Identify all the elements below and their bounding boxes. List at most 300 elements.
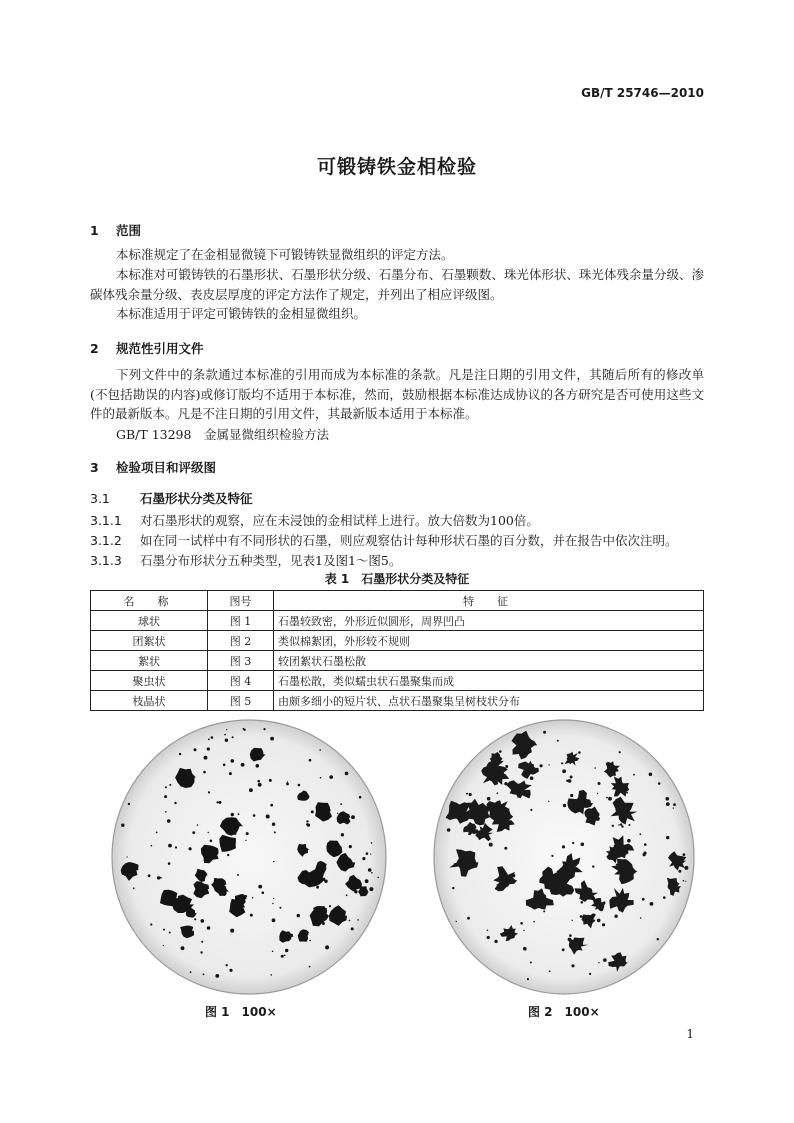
graphite-speck [272, 918, 276, 922]
graphite-speck [171, 899, 173, 901]
graphite-speck [151, 845, 153, 847]
graphite-speck [576, 758, 578, 760]
graphite-speck [238, 813, 240, 815]
graphite-speck [608, 797, 612, 801]
clause-3-1-3-number: 3.1.3 [90, 553, 122, 568]
table-cell-name: 聚虫状 [91, 671, 208, 691]
table-header-figure: 图号 [208, 591, 274, 611]
graphite-speck [469, 793, 472, 796]
graphite-speck [370, 854, 371, 855]
graphite-speck [215, 974, 219, 978]
graphite-speck [685, 881, 686, 882]
graphite-speck [467, 917, 470, 920]
graphite-speck [678, 870, 681, 873]
graphite-speck [229, 772, 232, 775]
graphite-speck [127, 856, 128, 857]
graphite-speck [168, 844, 172, 848]
table-row [91, 631, 704, 651]
graphite-speck [165, 811, 167, 813]
table-row [91, 651, 704, 671]
graphite-speck [612, 825, 614, 827]
graphite-speck [199, 884, 202, 887]
graphite-speck [644, 843, 647, 846]
graphite-speck [322, 922, 325, 925]
micrograph-figure-2 [433, 718, 695, 996]
graphite-speck [369, 887, 373, 891]
graphite-speck [189, 847, 192, 850]
graphite-speck [649, 773, 653, 777]
graphite-speck [540, 764, 543, 767]
graphite-speck [208, 791, 210, 793]
table-cell-feature: 石墨较致密，外形近似圆形，周界凹凸 [274, 611, 704, 631]
graphite-speck [253, 814, 256, 817]
graphite-speck [530, 776, 534, 780]
graphite-speck [614, 915, 617, 918]
graphite-speck [633, 774, 635, 776]
table-header-row [91, 591, 704, 611]
graphite-speck [487, 930, 489, 932]
graphite-speck [551, 855, 553, 857]
graphite-speck [666, 802, 670, 806]
graphite-speck [657, 938, 659, 940]
table-cell-feature: 类似棉絮团，外形较不规则 [274, 631, 704, 651]
graphite-speck [254, 750, 256, 752]
graphite-speck [297, 914, 300, 917]
graphite-speck [504, 782, 507, 785]
graphite-speck [181, 946, 185, 950]
section-1-title: 范围 [116, 223, 142, 238]
section-1-number: 1 [90, 223, 99, 238]
graphite-speck [217, 884, 219, 886]
graphite-speck [557, 740, 559, 742]
graphite-speck [314, 917, 315, 918]
graphite-speck [287, 781, 288, 782]
graphite-speck [581, 901, 584, 904]
table-cell-figure: 图 5 [208, 691, 274, 711]
graphite-speck [163, 929, 165, 931]
graphite-speck [286, 783, 289, 786]
graphite-speck [208, 739, 210, 741]
table-cell-name: 球状 [91, 611, 208, 631]
graphite-speck [511, 874, 515, 878]
section-3-title: 检验项目和评级图 [116, 460, 217, 475]
graphite-speck [309, 759, 312, 762]
graphite-speck [683, 880, 685, 882]
graphite-speck [614, 845, 616, 847]
graphite-speck [589, 973, 591, 975]
section-1-para-1: 本标准规定了在金相显微镜下可锻铸铁显微组织的评定方法。 [116, 247, 454, 262]
graphite-speck [194, 748, 197, 751]
graphite-speck [626, 792, 628, 794]
graphite-speck [497, 884, 498, 885]
graphite-speck [603, 958, 607, 962]
graphite-speck [234, 833, 236, 835]
graphite-speck [592, 822, 594, 824]
graphite-speck [625, 903, 627, 905]
graphite-speck [249, 788, 253, 792]
graphite-speck [570, 776, 573, 779]
graphite-speck [179, 753, 181, 755]
graphite-speck [362, 857, 365, 860]
graphite-speck [237, 874, 239, 876]
graphite-speck [200, 951, 202, 953]
graphite-speck [224, 734, 226, 736]
graphite-speck [536, 900, 538, 902]
graphite-speck [499, 750, 502, 753]
graphite-speck [258, 783, 262, 787]
graphite-speck [497, 811, 499, 813]
graphite-speck [207, 860, 209, 862]
graphite-speck [639, 833, 641, 835]
graphite-speck [673, 803, 676, 806]
graphite-speck [272, 903, 273, 904]
graphite-speck [371, 872, 373, 874]
graphite-speck [165, 786, 167, 788]
table-row [91, 671, 704, 691]
graphite-speck [282, 937, 286, 941]
graphite-speck [309, 940, 311, 942]
graphite-speck [337, 813, 338, 814]
graphite-speck [572, 920, 573, 921]
graphite-speck [230, 929, 234, 933]
graphite-speck [231, 759, 235, 763]
section-1-heading [90, 221, 141, 239]
graphite-speck [619, 751, 621, 753]
section-2-number: 2 [90, 341, 99, 356]
graphite-speck [606, 797, 608, 799]
graphite-speck [210, 840, 213, 843]
graphite-speck [245, 895, 247, 897]
section-2-reference: GB/T 13298 金属显微组织检验方法 [116, 427, 329, 442]
graphite-speck [569, 934, 572, 937]
section-3-heading [90, 458, 216, 476]
graphite-speck [616, 864, 618, 866]
graphite-speck [598, 962, 599, 963]
table-cell-figure: 图 3 [208, 651, 274, 671]
section-2-heading [90, 339, 204, 357]
graphite-speck [581, 843, 585, 847]
graphite-speck [176, 909, 178, 911]
table-cell-name: 团絮状 [91, 631, 208, 651]
graphite-speck [319, 749, 321, 751]
page-title: 可锻铸铁金相检验 [316, 156, 477, 178]
graphite-speck [351, 815, 355, 819]
graphite-speck [593, 893, 595, 895]
graphite-speck [562, 845, 565, 848]
graphite-speck [666, 797, 670, 801]
table-1-caption: 表 1 石墨形状分类及特征 [324, 572, 470, 586]
section-1-para-2: 本标准对可锻铸铁的石墨形状、石墨形状分级、石墨分布、石墨颗数、珠光体形状、珠光体残余量分级、渗碳体残余量分级、表皮层厚度的评定方法作了规定，并列出了相应评级图。 [90, 267, 704, 302]
graphite-speck [341, 833, 344, 836]
graphite-speck [351, 927, 354, 930]
graphite-speck [201, 941, 203, 943]
clause-3-1-1-text: 对石墨形状的观察，应在未浸蚀的金相试样上进行。放大倍数为100倍。 [140, 513, 539, 528]
graphite-speck [225, 739, 228, 742]
graphite-speck [562, 769, 566, 773]
graphite-speck [530, 962, 532, 964]
graphite-speck [571, 964, 574, 967]
graphite-speck [566, 780, 568, 782]
graphite-speck [245, 840, 246, 841]
graphite-speck [156, 832, 158, 834]
graphite-speck [487, 936, 490, 939]
graphite-speck [533, 905, 536, 908]
graphite-speck [285, 949, 288, 952]
table-row [91, 611, 704, 631]
graphite-speck [487, 797, 491, 801]
graphite-speck [371, 842, 373, 844]
graphite-speck [354, 890, 357, 893]
table-row [91, 691, 704, 711]
graphite-speck [548, 801, 549, 802]
table-1 [90, 590, 704, 711]
graphite-speck [190, 971, 192, 973]
graphite-speck [266, 815, 270, 819]
graphite-speck [349, 920, 351, 922]
graphite-speck [121, 824, 124, 827]
table-cell-feature: 由颇多细小的短片状、点状石墨聚集呈树枝状分布 [274, 691, 704, 711]
graphite-speck [169, 784, 171, 786]
graphite-speck [324, 880, 327, 883]
graphite-speck [561, 762, 563, 764]
graphite-speck [554, 887, 556, 889]
graphite-speck [543, 731, 546, 734]
clause-3-1-3-text: 石墨分布形状分五种类型，见表1及图1～图5。 [140, 553, 402, 568]
graphite-speck [684, 866, 688, 870]
graphite-speck [167, 819, 171, 823]
graphite-speck [232, 736, 234, 738]
micrograph-figure-1 [110, 718, 388, 996]
graphite-speck [563, 804, 566, 807]
graphite-speck [273, 898, 274, 899]
graphite-speck [620, 823, 622, 825]
clause-3-1-3 [90, 551, 710, 569]
graphite-speck [274, 831, 276, 833]
graphite-speck [250, 914, 253, 917]
graphite-speck [597, 793, 598, 794]
graphite-speck [164, 795, 167, 798]
graphite-speck [643, 853, 646, 856]
graphite-speck [226, 729, 227, 730]
graphite-speck [208, 832, 209, 833]
table-cell-feature: 石墨松散，类似蠕虫状石墨聚集而成 [274, 671, 704, 691]
table-header-feature: 特 征 [274, 591, 704, 611]
graphite-speck [211, 736, 214, 739]
graphite-speck [523, 947, 527, 951]
graphite-speck [128, 803, 130, 805]
graphite-speck [246, 832, 249, 835]
graphite-speck [290, 934, 293, 937]
section-3-number: 3 [90, 460, 99, 475]
graphite-speck [618, 824, 620, 826]
graphite-speck [673, 807, 674, 808]
table-cell-figure: 图 1 [208, 611, 274, 631]
graphite-speck [216, 801, 218, 803]
clause-3-1-1 [90, 511, 710, 529]
graphite-speck [279, 907, 281, 909]
graphite-speck [578, 751, 581, 754]
graphite-speck [570, 794, 573, 797]
graphite-speck [184, 901, 188, 905]
graphite-speck [640, 917, 642, 919]
graphite-speck [192, 831, 195, 834]
graphite-speck [270, 737, 274, 741]
graphite-speck [597, 919, 601, 923]
graphite-speck [562, 948, 565, 951]
graphite-speck [580, 915, 583, 918]
graphite-speck [504, 847, 507, 850]
graphite-speck [615, 799, 619, 803]
graphite-speck [568, 938, 572, 942]
section-1-para-3: 本标准适用于评定可锻铸铁的金相显微组织。 [116, 306, 367, 321]
graphite-speck [627, 839, 631, 843]
graphite-speck [357, 919, 359, 921]
graphite-speck [523, 930, 524, 931]
graphite-speck [231, 813, 234, 816]
graphite-speck [309, 966, 311, 968]
subsection-3-1-number: 3.1 [90, 491, 110, 506]
graphite-speck [456, 921, 457, 922]
graphite-speck [134, 872, 136, 874]
graphite-speck [273, 861, 275, 863]
graphite-speck [650, 902, 654, 906]
graphite-speck [345, 772, 349, 776]
table-cell-feature: 较团絮状石墨松散 [274, 651, 704, 671]
graphite-speck [320, 777, 322, 779]
graphite-speck [683, 853, 686, 856]
graphite-speck [621, 825, 623, 827]
graphite-speck [150, 923, 152, 925]
graphite-speck [226, 964, 228, 966]
table-header-name: 名 称 [91, 591, 208, 611]
document-code: GB/T 25746—2010 [581, 86, 704, 100]
graphite-speck [454, 863, 457, 866]
subsection-3-1 [90, 489, 710, 507]
graphite-speck [157, 876, 160, 879]
graphite-speck [298, 784, 301, 787]
graphite-speck [168, 862, 171, 865]
graphite-speck [359, 796, 362, 799]
graphite-speck [281, 955, 284, 958]
graphite-speck [520, 922, 523, 925]
graphite-speck [642, 898, 645, 901]
graphite-speck [663, 896, 666, 899]
graphite-speck [466, 793, 468, 795]
graphite-speck [602, 923, 605, 926]
graphite-speck [548, 764, 549, 765]
graphite-speck [311, 810, 314, 813]
graphite-speck [262, 891, 265, 894]
graphite-speck [658, 782, 661, 785]
graphite-speck [349, 845, 352, 848]
graphite-speck [594, 767, 596, 769]
graphite-speck [203, 974, 205, 976]
graphite-speck [258, 885, 262, 889]
graphite-speck [201, 919, 205, 923]
graphite-speck [174, 802, 176, 804]
figure-1-caption: 图 1 100× [205, 1005, 277, 1019]
clause-3-1-1-number: 3.1.1 [90, 513, 122, 528]
graphite-speck [366, 852, 369, 855]
graphite-speck [251, 751, 254, 754]
graphite-speck [284, 955, 286, 957]
graphite-speck [628, 824, 630, 826]
page-number: 1 [686, 1027, 694, 1041]
graphite-speck [530, 809, 532, 811]
section-2-para: 下列文件中的条款通过本标准的引用而成为本标准的条款。凡是注日期的引用文件，其随后所有的修改单(不包括勘误的内容)或修订版均不适用于本标准，然而，鼓励根据本标准达成协议的各方研究是否可使用这些文件的最新版本。凡是不注日期的引用文件，其最新版本适用于本标准。 [90, 367, 704, 421]
graphite-speck [256, 764, 260, 768]
graphite-speck [329, 905, 331, 907]
graphite-speck [306, 820, 308, 822]
graphite-speck [207, 747, 210, 750]
graphite-speck [572, 842, 574, 844]
graphite-speck [377, 877, 379, 879]
graphite-speck [229, 969, 232, 972]
graphite-speck [270, 974, 272, 976]
graphite-speck [175, 846, 177, 848]
table-cell-name: 絮状 [91, 651, 208, 671]
graphite-speck [346, 894, 348, 896]
graphite-speck [471, 854, 472, 855]
graphite-speck [241, 763, 245, 767]
graphite-speck [671, 858, 673, 860]
graphite-speck [272, 823, 275, 826]
graphite-speck [215, 852, 218, 855]
table-cell-figure: 图 2 [208, 631, 274, 651]
graphite-speck [340, 803, 342, 805]
graphite-speck [263, 728, 265, 730]
graphite-speck [368, 868, 372, 872]
graphite-speck [666, 836, 669, 839]
graphite-speck [592, 865, 594, 867]
graphite-speck [571, 864, 574, 867]
graphite-speck [163, 945, 164, 946]
graphite-speck [203, 771, 206, 774]
graphite-speck [329, 775, 333, 779]
graphite-speck [598, 782, 601, 785]
section-2-title: 规范性引用文件 [116, 341, 204, 356]
graphite-speck [365, 879, 369, 883]
clause-3-1-2-number: 3.1.2 [90, 533, 122, 548]
graphite-speck [148, 874, 151, 877]
table-cell-name: 枝晶状 [91, 691, 208, 711]
graphite-speck [543, 910, 545, 912]
figure-2-caption: 图 2 100× [528, 1005, 600, 1019]
graphite-speck [549, 970, 551, 972]
graphite-speck [494, 940, 497, 943]
graphite-speck [533, 921, 535, 923]
graphite-speck [269, 779, 272, 782]
graphite-speck [497, 792, 499, 794]
graphite-speck [307, 824, 310, 827]
graphite-speck [272, 951, 274, 953]
graphite-speck [207, 926, 211, 930]
clause-3-1-2-text: 如在同一试样中有不同形状的石墨，则应观察估计每种形状石墨的百分数，并在报告中依次注明。 [140, 533, 678, 548]
graphite-speck [133, 887, 135, 889]
graphite-speck [489, 843, 493, 847]
table-cell-figure: 图 4 [208, 671, 274, 691]
graphite-speck [257, 780, 260, 783]
graphite-speck [447, 828, 451, 832]
graphite-speck [194, 918, 196, 920]
graphite-speck [551, 871, 553, 873]
graphite-speck [505, 765, 508, 768]
graphite-speck [243, 728, 245, 730]
graphite-speck [330, 845, 333, 848]
graphite-speck [319, 908, 322, 911]
graphite-speck [527, 978, 529, 980]
graphite-speck [227, 854, 229, 856]
